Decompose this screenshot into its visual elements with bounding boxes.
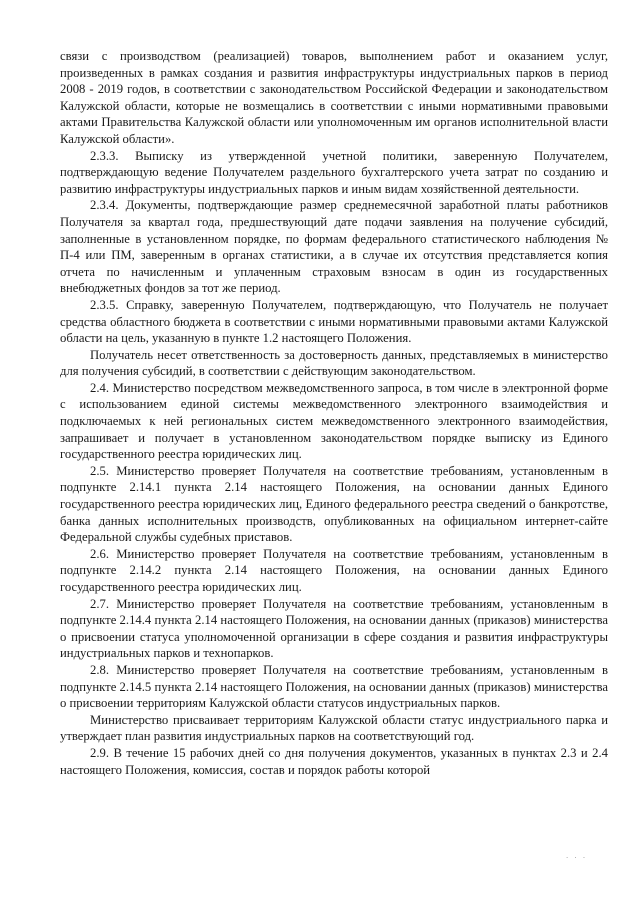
paragraph-continuation: связи с производством (реализацией) товаров, выполнением работ и оказанием услуг, произведенных в рамках создания и развития инфраструктуры индустриальных парков в период 2008 - 2019 годов, в соответствии с законодательством Российской Федерации и законодательством Калужской области, которые не возмещались в соответствии с иными нормативными правовыми актами Правительства Калужской области или уполномоченным им органов исполнительной власти Калужской области».	[60, 49, 608, 146]
paragraph-2-3-5: 2.3.5. Справку, заверенную Получателем, подтверждающую, что Получатель не получает средства областного бюджета в соответствии с иными нормативными правовыми актами Калужской области на цель, указанную в пункте 1.2 настоящего Положения.	[60, 297, 608, 346]
paragraph-2-5: 2.5. Министерство проверяет Получателя на соответствие требованиям, установленным в подпункте 2.14.1 пункта 2.14 настоящего Положения, на основании данных Единого государственного реестра юридических лиц, Единого федерального реестра сведений о банкротстве, банка данных исполнительных производств, опубликованных на официальном интернет-сайте Федеральной службы судебных приставов.	[60, 463, 608, 545]
paragraph-responsibility: Получатель несет ответственность за достоверность данных, представляемых в министерство для получения субсидий, в соответствии с действующим законодательством.	[60, 347, 608, 379]
scan-artifact: · · ·	[566, 854, 588, 862]
paragraph-2-4: 2.4. Министерство посредством межведомственного запроса, в том числе в электронной форме с использованием единой системы межведомственного электронного взаимодействия и подключаемых к ней региональных систем межведомственного электронного взаимодействия, запрашивает и получает в установленном законодательством порядке выписку из Единого государственного реестра юридических лиц.	[60, 380, 608, 462]
paragraph-2-3-4: 2.3.4. Документы, подтверждающие размер среднемесячной заработной платы работников Получателя за квартал года, предшествующий дате подачи заявления на получение субсидий, заполненные в установленном порядке, по формам федерального статистического наблюдения № П-4 или ПМ, заверенным в органах статистики, а в случае их отсутствия представляется копия отчета по начисленным и уплаченным страховым взносам в один из государственных внебюджетных фондов за тот же период.	[60, 198, 608, 296]
paragraph-2-8: 2.8. Министерство проверяет Получателя на соответствие требованиям, установленным в подпункте 2.14.5 пункта 2.14 настоящего Положения, на основании данных (приказов) министерства о присвоении территориям Калужской области статусов индустриальных парков.	[60, 662, 608, 711]
document-page	[60, 48, 608, 778]
paragraph-industrial-park-status: Министерство присваивает территориям Калужской области статус индустриального парка и утверждает план развития индустриальных парков на соответствующий год.	[60, 712, 608, 744]
paragraph-2-9: 2.9. В течение 15 рабочих дней со дня получения документов, указанных в пунктах 2.3 и 2.4 настоящего Положения, комиссия, состав и порядок работы которой	[60, 745, 608, 777]
paragraph-2-3-3: 2.3.3. Выписку из утвержденной учетной политики, заверенную Получателем, подтверждающую ведение Получателем раздельного бухгалтерского учета затрат по созданию и развитию инфраструктуры индустриальных парков и иным видам хозяйственной деятельности.	[60, 148, 608, 196]
paragraph-2-7: 2.7. Министерство проверяет Получателя на соответствие требованиям, установленным в подпункте 2.14.4 пункта 2.14 настоящего Положения, на основании данных (приказов) министерства о присвоении статуса уполномоченной организации в сфере создания и развития инфраструктуры индустриальных парков и технопарков.	[60, 596, 608, 661]
paragraph-2-6: 2.6. Министерство проверяет Получателя на соответствие требованиям, установленным в подпункте 2.14.2 пункта 2.14 настоящего Положения, на основании данных Единого государственного реестра юридических лиц.	[60, 546, 608, 594]
